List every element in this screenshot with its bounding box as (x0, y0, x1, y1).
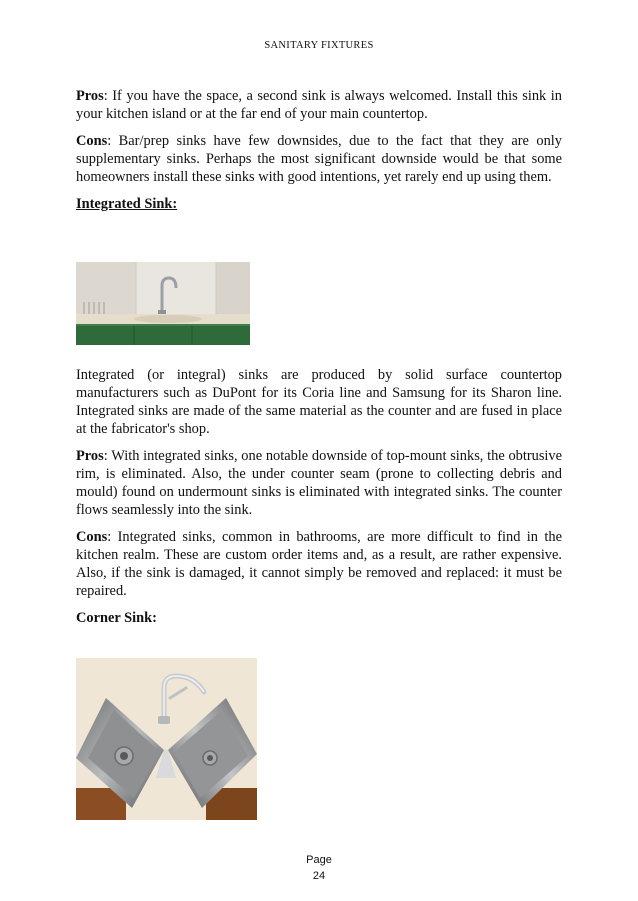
integrated-sink-cons (76, 528, 562, 600)
integrated-sink-heading: Integrated Sink: (76, 196, 178, 212)
pros-text: : With integrated sinks, one notable downside of top-mount sinks, the obtrusive rim, is eliminated. Also, the under counter seam (prone to collecting debris and mould) found on undermount sinks is eliminated with integrated sinks. The counter flows seamlessly into the sink. (76, 448, 562, 518)
integrated-sink-section (76, 366, 562, 627)
integrated-sink-description: Integrated (or integral) sinks are produced by solid surface countertop manufacturers such as DuPont for its Coria line and Samsung for its Sharon line. Integrated sinks are made of the same material as the counter and are fused in place at the fabricator's shop. (76, 367, 562, 437)
bar-sink-cons (76, 132, 562, 186)
pros-text: : If you have the space, a second sink is always welcomed. Install this sink in your kitchen island or at the far end of your main countertop. (76, 88, 562, 122)
bar-sink-pros (76, 87, 562, 123)
page-header: SANITARY FIXTURES (264, 40, 374, 51)
corner-sink-image (76, 658, 257, 820)
page-footer (0, 852, 638, 884)
integrated-sink-image (76, 262, 250, 345)
bar-sink-section (76, 87, 562, 213)
page-number: 24 (312, 870, 326, 882)
cons-text: : Bar/prep sinks have few downsides, due to the fact that they are only supplementary sinks. Perhaps the most significant downside would be that some homeowners install these sinks with good intentions, yet rarely end up using them. (76, 133, 562, 185)
cons-label: Cons (76, 529, 108, 545)
cons-label: Cons (76, 133, 108, 149)
page-label: Page (306, 854, 332, 866)
cons-text: : Integrated sinks, common in bathrooms, are more difficult to find in the kitchen realm. These are custom order items and, as a result, are rather expensive. Also, if the sink is damaged, it cannot simply be removed and replaced: it must be repaired. (76, 529, 562, 599)
corner-sink-heading: Corner Sink: (76, 610, 157, 626)
pros-label: Pros (76, 88, 104, 104)
pros-label: Pros (76, 448, 104, 464)
integrated-sink-pros (76, 447, 562, 519)
